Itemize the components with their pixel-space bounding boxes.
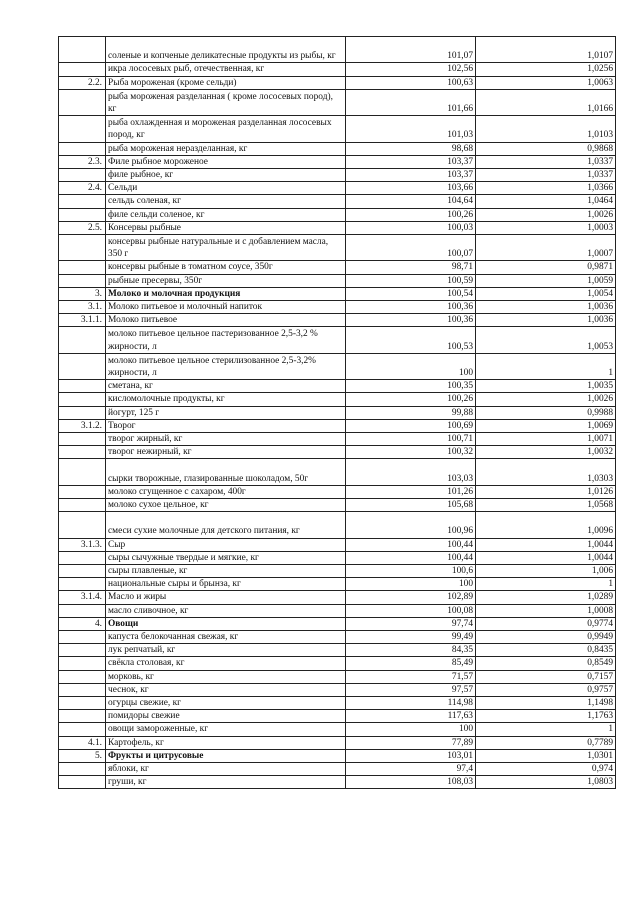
index-percent: 104,64 <box>346 195 476 208</box>
index-percent: 100,26 <box>346 208 476 221</box>
row-number <box>59 631 106 644</box>
table-row <box>59 459 616 485</box>
index-ratio: 0,8435 <box>476 644 616 657</box>
table-row <box>59 287 616 300</box>
index-ratio: 1,0337 <box>476 168 616 181</box>
index-percent: 100,36 <box>346 314 476 327</box>
item-name: соленые и копченые деликатесные продукты из рыбы, кг <box>106 37 346 63</box>
index-percent: 100,36 <box>346 301 476 314</box>
table-row <box>59 776 616 789</box>
table-row <box>59 89 616 115</box>
item-name: Рыба мороженая (кроме сельди) <box>106 76 346 89</box>
table-row <box>59 327 616 353</box>
table-row <box>59 208 616 221</box>
index-percent: 97,4 <box>346 763 476 776</box>
item-name: масло сливочное, кг <box>106 604 346 617</box>
row-number <box>59 459 106 485</box>
table-row <box>59 710 616 723</box>
item-name: консервы рыбные натуральные и с добавлением масла, 350 г <box>106 235 346 261</box>
row-number <box>59 116 106 142</box>
item-name: рыба мороженая неразделанная, кг <box>106 142 346 155</box>
index-percent: 100,53 <box>346 327 476 353</box>
index-ratio: 1,0103 <box>476 116 616 142</box>
row-number <box>59 195 106 208</box>
item-name: Картофель, кг <box>106 736 346 749</box>
index-percent: 103,03 <box>346 459 476 485</box>
item-name: смеси сухие молочные для детского питания, кг <box>106 512 346 538</box>
item-name: Фрукты и цитрусовые <box>106 749 346 762</box>
index-ratio: 0,974 <box>476 763 616 776</box>
index-ratio: 0,8549 <box>476 657 616 670</box>
index-ratio: 1,0301 <box>476 749 616 762</box>
index-percent: 100,63 <box>346 76 476 89</box>
table-row <box>59 683 616 696</box>
item-name: молоко питьевое цельное стерилизованное 2,5-3,2% жирности, л <box>106 353 346 379</box>
row-number <box>59 657 106 670</box>
item-name: сметана, кг <box>106 380 346 393</box>
table-row <box>59 380 616 393</box>
index-percent: 100,59 <box>346 274 476 287</box>
item-name: груши, кг <box>106 776 346 789</box>
table-row <box>59 670 616 683</box>
index-ratio: 0,7157 <box>476 670 616 683</box>
row-number: 5. <box>59 749 106 762</box>
row-number: 2.4. <box>59 182 106 195</box>
index-percent: 100 <box>346 353 476 379</box>
index-ratio: 0,9988 <box>476 406 616 419</box>
index-percent: 97,57 <box>346 683 476 696</box>
index-percent: 102,89 <box>346 591 476 604</box>
index-ratio: 1,0803 <box>476 776 616 789</box>
row-number <box>59 723 106 736</box>
index-ratio: 1,0166 <box>476 89 616 115</box>
index-ratio: 1,0063 <box>476 76 616 89</box>
price-index-table <box>58 36 616 789</box>
index-percent: 100,71 <box>346 433 476 446</box>
index-ratio: 1,0568 <box>476 499 616 512</box>
index-ratio: 1,0107 <box>476 37 616 63</box>
index-percent: 100 <box>346 723 476 736</box>
index-ratio: 1,0008 <box>476 604 616 617</box>
row-number <box>59 446 106 459</box>
row-number <box>59 406 106 419</box>
index-ratio: 1,0059 <box>476 274 616 287</box>
index-percent: 100,44 <box>346 538 476 551</box>
index-ratio: 1,0036 <box>476 314 616 327</box>
row-number: 3.1.1. <box>59 314 106 327</box>
index-percent: 100,6 <box>346 565 476 578</box>
row-number <box>59 485 106 498</box>
row-number <box>59 353 106 379</box>
item-name: сырки творожные, глазированные шоколадом, 50г <box>106 459 346 485</box>
index-percent: 85,49 <box>346 657 476 670</box>
item-name: Сыр <box>106 538 346 551</box>
table-row <box>59 353 616 379</box>
index-ratio: 1,1498 <box>476 697 616 710</box>
index-ratio: 1,0026 <box>476 393 616 406</box>
table-row <box>59 631 616 644</box>
table-row <box>59 142 616 155</box>
table-row <box>59 697 616 710</box>
table-row <box>59 538 616 551</box>
index-ratio: 1,0053 <box>476 327 616 353</box>
row-number <box>59 776 106 789</box>
index-ratio: 1,0026 <box>476 208 616 221</box>
row-number <box>59 499 106 512</box>
index-ratio: 1,0007 <box>476 235 616 261</box>
index-percent: 100,07 <box>346 235 476 261</box>
index-percent: 105,68 <box>346 499 476 512</box>
table-row <box>59 446 616 459</box>
index-ratio: 1,0256 <box>476 63 616 76</box>
index-percent: 100,35 <box>346 380 476 393</box>
row-number: 4. <box>59 617 106 630</box>
item-name: национальные сыры и брынза, кг <box>106 578 346 591</box>
table-row <box>59 485 616 498</box>
table-row <box>59 76 616 89</box>
table-row <box>59 274 616 287</box>
item-name: помидоры свежие <box>106 710 346 723</box>
index-ratio: 1,0035 <box>476 380 616 393</box>
index-ratio: 1,0071 <box>476 433 616 446</box>
item-name: молоко питьевое цельное пастеризованное 2,5-3,2 % жирности, л <box>106 327 346 353</box>
item-name: Молоко питьевое <box>106 314 346 327</box>
index-percent: 102,56 <box>346 63 476 76</box>
item-name: кисломолочные продукты, кг <box>106 393 346 406</box>
index-percent: 101,07 <box>346 37 476 63</box>
item-name: Филе рыбное мороженое <box>106 155 346 168</box>
index-percent: 103,37 <box>346 168 476 181</box>
index-ratio: 1,1763 <box>476 710 616 723</box>
index-ratio: 1,0337 <box>476 155 616 168</box>
row-number: 2.5. <box>59 221 106 234</box>
row-number <box>59 670 106 683</box>
row-number <box>59 380 106 393</box>
table-row <box>59 763 616 776</box>
row-number: 3.1.4. <box>59 591 106 604</box>
row-number: 3.1.2. <box>59 419 106 432</box>
row-number: 3.1.3. <box>59 538 106 551</box>
table-row <box>59 749 616 762</box>
row-number <box>59 578 106 591</box>
item-name: Сельди <box>106 182 346 195</box>
table-row <box>59 499 616 512</box>
item-name: капуста белокочанная свежая, кг <box>106 631 346 644</box>
table-row <box>59 168 616 181</box>
table-row <box>59 406 616 419</box>
item-name: Консервы рыбные <box>106 221 346 234</box>
table-row <box>59 551 616 564</box>
row-number <box>59 89 106 115</box>
row-number <box>59 168 106 181</box>
index-ratio: 0,7789 <box>476 736 616 749</box>
index-percent: 97,74 <box>346 617 476 630</box>
index-percent: 100,08 <box>346 604 476 617</box>
table-row <box>59 301 616 314</box>
item-name: овощи замороженные, кг <box>106 723 346 736</box>
row-number: 3. <box>59 287 106 300</box>
index-ratio: 1,0036 <box>476 301 616 314</box>
index-percent: 100,69 <box>346 419 476 432</box>
index-ratio: 1,0054 <box>476 287 616 300</box>
table-row <box>59 195 616 208</box>
table-row <box>59 116 616 142</box>
index-percent: 103,37 <box>346 155 476 168</box>
index-percent: 101,26 <box>346 485 476 498</box>
row-number <box>59 208 106 221</box>
table-row <box>59 419 616 432</box>
index-percent: 101,03 <box>346 116 476 142</box>
row-number: 2.2. <box>59 76 106 89</box>
row-number <box>59 683 106 696</box>
table-row <box>59 221 616 234</box>
row-number <box>59 63 106 76</box>
item-name: сыры плавленые, кг <box>106 565 346 578</box>
row-number <box>59 512 106 538</box>
item-name: Масло и жиры <box>106 591 346 604</box>
item-name: яблоки, кг <box>106 763 346 776</box>
table-row <box>59 261 616 274</box>
index-percent: 100,32 <box>346 446 476 459</box>
index-percent: 77,89 <box>346 736 476 749</box>
index-ratio: 0,9774 <box>476 617 616 630</box>
item-name: огурцы свежие, кг <box>106 697 346 710</box>
index-percent: 99,88 <box>346 406 476 419</box>
row-number <box>59 565 106 578</box>
index-ratio: 1,0464 <box>476 195 616 208</box>
index-ratio: 1,006 <box>476 565 616 578</box>
index-percent: 103,66 <box>346 182 476 195</box>
row-number: 4.1. <box>59 736 106 749</box>
item-name: чеснок, кг <box>106 683 346 696</box>
item-name: молоко сгущенное с сахаром, 400г <box>106 485 346 498</box>
index-percent: 84,35 <box>346 644 476 657</box>
item-name: рыбные пресервы, 350г <box>106 274 346 287</box>
row-number <box>59 697 106 710</box>
item-name: филе сельди соленое, кг <box>106 208 346 221</box>
table-row <box>59 565 616 578</box>
item-name: Овощи <box>106 617 346 630</box>
index-ratio: 1,0069 <box>476 419 616 432</box>
item-name: свёкла столовая, кг <box>106 657 346 670</box>
item-name: Творог <box>106 419 346 432</box>
table-row <box>59 512 616 538</box>
table-row <box>59 155 616 168</box>
index-ratio: 1,0096 <box>476 512 616 538</box>
index-percent: 100,54 <box>346 287 476 300</box>
index-ratio: 1 <box>476 353 616 379</box>
table-row <box>59 657 616 670</box>
item-name: Молоко и молочная продукция <box>106 287 346 300</box>
table-row <box>59 644 616 657</box>
index-ratio: 1,0303 <box>476 459 616 485</box>
item-name: филе рыбное, кг <box>106 168 346 181</box>
table-row <box>59 723 616 736</box>
row-number <box>59 551 106 564</box>
item-name: сельдь соленая, кг <box>106 195 346 208</box>
row-number <box>59 710 106 723</box>
index-percent: 71,57 <box>346 670 476 683</box>
item-name: творог жирный, кг <box>106 433 346 446</box>
item-name: творог нежирный, кг <box>106 446 346 459</box>
item-name: икра лососевых рыб, отечественная, кг <box>106 63 346 76</box>
index-percent: 100,44 <box>346 551 476 564</box>
row-number <box>59 327 106 353</box>
index-percent: 98,68 <box>346 142 476 155</box>
table-row <box>59 433 616 446</box>
index-ratio: 1,0032 <box>476 446 616 459</box>
item-name: Молоко питьевое и молочный напиток <box>106 301 346 314</box>
table-body <box>59 37 616 789</box>
index-percent: 100 <box>346 578 476 591</box>
table-row <box>59 578 616 591</box>
row-number <box>59 433 106 446</box>
row-number <box>59 37 106 63</box>
index-percent: 108,03 <box>346 776 476 789</box>
table-row <box>59 604 616 617</box>
item-name: сыры сычужные твердые и мягкие, кг <box>106 551 346 564</box>
item-name: молоко сухое цельное, кг <box>106 499 346 512</box>
item-name: морковь, кг <box>106 670 346 683</box>
item-name: рыба охлажденная и мороженая разделанная лососевых пород, кг <box>106 116 346 142</box>
table-row <box>59 736 616 749</box>
item-name: консервы рыбные в томатном соусе, 350г <box>106 261 346 274</box>
row-number: 3.1. <box>59 301 106 314</box>
item-name: рыба мороженая разделанная ( кроме лососевых пород), кг <box>106 89 346 115</box>
table-row <box>59 314 616 327</box>
item-name: йогурт, 125 г <box>106 406 346 419</box>
table-row <box>59 393 616 406</box>
table-row <box>59 235 616 261</box>
index-ratio: 1,0044 <box>476 538 616 551</box>
row-number <box>59 604 106 617</box>
row-number <box>59 274 106 287</box>
index-percent: 103,01 <box>346 749 476 762</box>
row-number <box>59 142 106 155</box>
item-name: лук репчатый, кг <box>106 644 346 657</box>
row-number <box>59 261 106 274</box>
index-percent: 98,71 <box>346 261 476 274</box>
row-number <box>59 235 106 261</box>
index-ratio: 1 <box>476 723 616 736</box>
index-ratio: 1,0366 <box>476 182 616 195</box>
index-ratio: 1,0289 <box>476 591 616 604</box>
index-percent: 99,49 <box>346 631 476 644</box>
index-percent: 117,63 <box>346 710 476 723</box>
index-ratio: 1 <box>476 578 616 591</box>
row-number <box>59 393 106 406</box>
index-ratio: 0,9949 <box>476 631 616 644</box>
row-number: 2.3. <box>59 155 106 168</box>
index-ratio: 1,0126 <box>476 485 616 498</box>
row-number <box>59 763 106 776</box>
index-percent: 101,66 <box>346 89 476 115</box>
table-row <box>59 617 616 630</box>
index-ratio: 0,9868 <box>476 142 616 155</box>
index-ratio: 1,0003 <box>476 221 616 234</box>
index-percent: 114,98 <box>346 697 476 710</box>
index-ratio: 1,0044 <box>476 551 616 564</box>
index-ratio: 0,9871 <box>476 261 616 274</box>
table-row <box>59 182 616 195</box>
row-number <box>59 644 106 657</box>
index-percent: 100,03 <box>346 221 476 234</box>
table-row <box>59 591 616 604</box>
index-ratio: 0,9757 <box>476 683 616 696</box>
index-percent: 100,96 <box>346 512 476 538</box>
table-row <box>59 63 616 76</box>
table-row <box>59 37 616 63</box>
index-percent: 100,26 <box>346 393 476 406</box>
